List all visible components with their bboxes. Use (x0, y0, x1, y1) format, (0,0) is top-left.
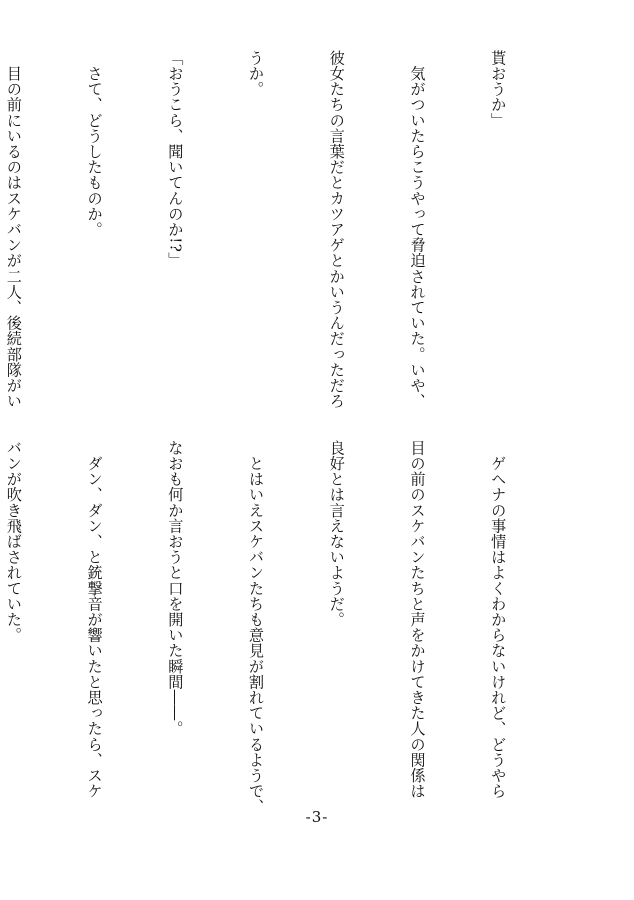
text-line: さて、どうしたものか。 (85, 50, 104, 238)
text-block-top (4, 50, 565, 409)
text-line: 良好とは言えないようだ。 (327, 440, 346, 628)
text-block-bottom (4, 440, 565, 815)
page-number: -3- (305, 808, 329, 826)
text-line: うか。 (247, 50, 266, 97)
text-line: 彼女たちの言葉だとカツアゲとかいうんだっただろ (327, 50, 346, 409)
text-line: なおも何か言おうと口を開いた瞬間――。 (166, 440, 185, 737)
text-line: 気がついたらこうやって脅迫されていた。いや、 (408, 50, 427, 409)
text-line: 目の前のスケバンたちと声をかけてきた人の関係は (408, 440, 427, 799)
text-line: 「おうこら、聞いてんのか!?」 (166, 50, 185, 268)
text-line: ダン、ダン、と銃撃音が響いたと思ったら、スケ (85, 440, 104, 799)
text-line: 目の前にいるのはスケバンが二人、後続部隊がい (4, 50, 23, 409)
text-line: とはいえスケバンたちも意見が割れているようで、 (247, 440, 266, 815)
text-line: バンが吹き飛ばされていた。 (4, 440, 23, 643)
text-line: 貰おうか」 (489, 50, 508, 128)
text-line: ゲヘナの事情はよくわからないけれど、どうやら (489, 440, 508, 799)
